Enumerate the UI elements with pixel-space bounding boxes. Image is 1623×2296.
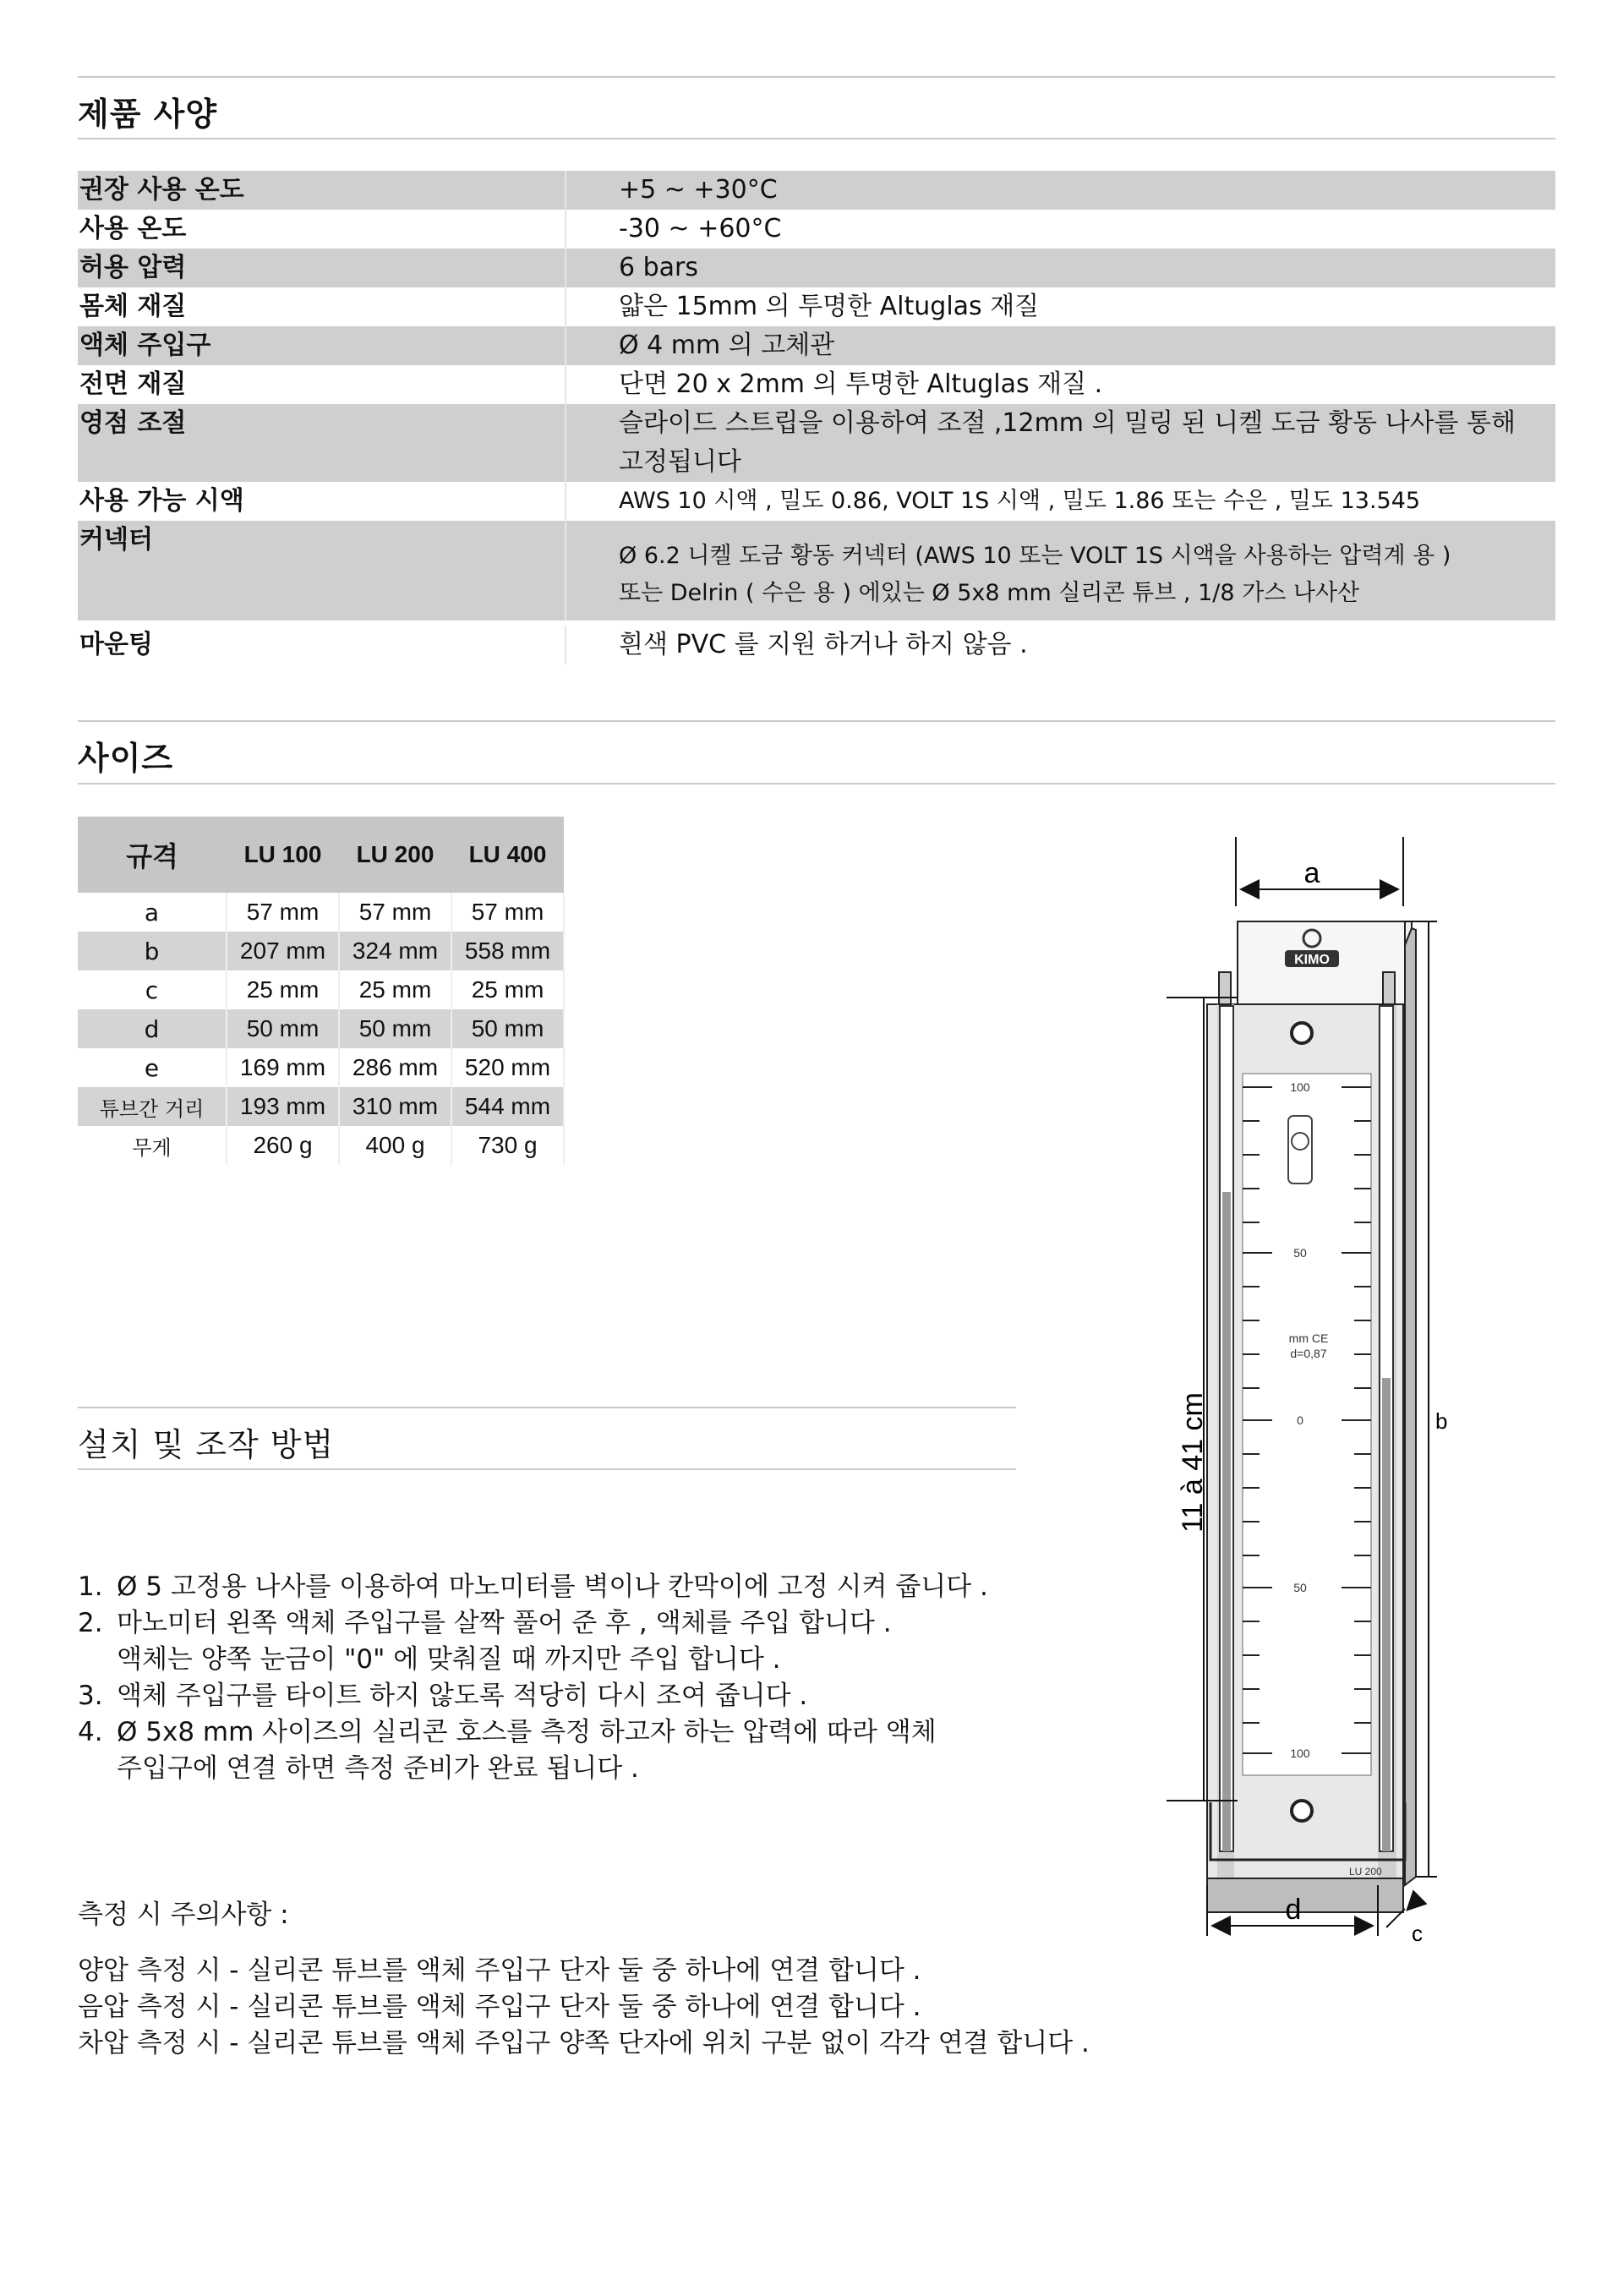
dim-d-label: d: [1285, 1894, 1302, 1926]
step-number: 1.: [78, 1572, 103, 1602]
table-row: [78, 1087, 564, 1126]
table-row: [78, 932, 564, 970]
install-top-rule: [78, 1407, 1016, 1408]
caution-line: 양압 측정 시 - 실리콘 튜브를 액체 주입구 단자 둘 중 하나에 연결 합니다 .: [78, 1955, 921, 1986]
scale-label: 100: [1290, 1080, 1310, 1094]
table-cell: 25 mm: [451, 970, 564, 1009]
table-cell: a: [78, 893, 227, 932]
spec-row: [78, 249, 1555, 287]
spec-row: [78, 365, 1555, 404]
step-number: 3.: [78, 1681, 103, 1711]
table-cell: 57 mm: [339, 893, 451, 932]
table-cell: 260 g: [227, 1126, 339, 1165]
table-cell: 169 mm: [227, 1048, 339, 1087]
table-row: [78, 970, 564, 1009]
table-cell: 286 mm: [339, 1048, 451, 1087]
table-row: [78, 893, 564, 932]
size-header-cell: LU 400: [451, 817, 564, 893]
table-cell: b: [78, 932, 227, 970]
spec-value: -30 ~ +60°C: [619, 214, 782, 243]
brand-logo-text: KIMO: [1294, 953, 1330, 967]
caution-list: [78, 1953, 1090, 2062]
step-line: 주입구에 연결 하면 측정 준비가 완료 됩니다 .: [117, 1753, 639, 1784]
dim-c-label: c: [1412, 1921, 1423, 1946]
table-cell: 193 mm: [227, 1087, 339, 1126]
list-item: [78, 1714, 988, 1787]
scale-label: 0: [1297, 1413, 1303, 1427]
spec-value: 얇은 15mm 의 투명한 Altuglas 재질: [619, 292, 1040, 321]
spec-row: [78, 404, 1555, 482]
spec-value: Ø 4 mm 의 고체관: [619, 331, 835, 360]
table-cell: 25 mm: [227, 970, 339, 1009]
spec-title: 제품 사양: [78, 96, 218, 133]
size-header-row: [78, 817, 564, 893]
scale-label: 50: [1293, 1581, 1307, 1594]
table-cell: 25 mm: [339, 970, 451, 1009]
step-line: Ø 5 고정용 나사를 이용하여 마노미터를 벽이나 칸막이에 고정 시켜 줍니다 .: [117, 1572, 988, 1602]
list-item: [78, 1569, 988, 1605]
top-rule: [78, 76, 1555, 78]
spec-value: 단면 20 x 2mm 의 투명한 Altuglas 재질 .: [619, 369, 1103, 399]
spec-row: [78, 287, 1555, 326]
size-title-rule: [78, 783, 1555, 784]
table-cell: d: [78, 1009, 227, 1048]
spec-row: [78, 482, 1555, 521]
list-item: [78, 1605, 988, 1678]
dim-b-label: b: [1435, 1408, 1448, 1434]
spec-value: AWS 10 시액 , 밀도 0.86, VOLT 1S 시액 , 밀도 1.86 또는 수은 , 밀도 13.545: [619, 488, 1421, 514]
spec-label: 사용 온도: [78, 210, 566, 249]
spec-label: 액체 주입구: [78, 326, 566, 365]
spec-row: [78, 626, 1555, 664]
install-steps: [78, 1569, 988, 1787]
scale-label: 100: [1290, 1747, 1310, 1760]
size-title: 사이즈: [78, 740, 174, 777]
spec-row: [78, 171, 1555, 210]
size-table: [78, 817, 565, 1165]
spec-label: 영점 조절: [78, 404, 566, 482]
step-line: 마노미터 왼쪽 액체 주입구를 살짝 풀어 준 후 , 액체를 주입 합니다 .: [117, 1608, 892, 1638]
height-label: 11 à 41 cm: [1177, 1392, 1209, 1533]
unit-label: mm CE: [1288, 1331, 1329, 1345]
size-header-cell: LU 100: [227, 817, 339, 893]
step-line: Ø 5x8 mm 사이즈의 실리콘 호스를 측정 하고자 하는 압력에 따라 액체: [117, 1717, 937, 1747]
table-cell: 324 mm: [339, 932, 451, 970]
table-cell: e: [78, 1048, 227, 1087]
size-top-rule: [78, 720, 1555, 722]
caution-line: 음압 측정 시 - 실리콘 튜브를 액체 주입구 단자 둘 중 하나에 연결 합니다 .: [78, 1992, 921, 2022]
spec-value: [566, 521, 1555, 620]
step-number: 2.: [78, 1608, 103, 1638]
manometer-diagram: [1133, 837, 1488, 1953]
table-cell: 50 mm: [339, 1009, 451, 1048]
spec-value-line: 또는 Delrin ( 수은 용 ) 에있는 Ø 5x8 mm 실리콘 튜브 , 1/8 가스 나사산: [619, 580, 1360, 606]
spec-label: 몸체 재질: [78, 287, 566, 326]
table-row: [78, 1048, 564, 1087]
table-cell: 50 mm: [227, 1009, 339, 1048]
scale-label: 50: [1293, 1246, 1307, 1260]
spec-table: [78, 171, 1555, 664]
table-row: [78, 1126, 564, 1165]
spec-value: 슬라이드 스트립을 이용하여 조절 ,12mm 의 밀링 된 니켈 도금 황동 나사를 통해 고정됩니다: [619, 408, 1516, 477]
spec-label: 마운팅: [78, 626, 566, 664]
table-cell: 730 g: [451, 1126, 564, 1165]
install-title: 설치 및 조작 방법: [78, 1426, 335, 1463]
spec-label: 권장 사용 온도: [78, 171, 566, 210]
table-cell: 207 mm: [227, 932, 339, 970]
dim-a-label: a: [1303, 857, 1320, 889]
size-header-cell: LU 200: [339, 817, 451, 893]
table-cell: 튜브간 거리: [78, 1087, 227, 1126]
caution-title: 측정 시 주의사항 :: [78, 1900, 289, 1930]
table-cell: 310 mm: [339, 1087, 451, 1126]
table-cell: 무게: [78, 1126, 227, 1165]
spec-row: [78, 326, 1555, 365]
spec-value: 6 bars: [619, 253, 699, 282]
spec-label: 사용 가능 시액: [78, 482, 566, 521]
table-cell: 50 mm: [451, 1009, 564, 1048]
unit-label: d=0,87: [1290, 1347, 1327, 1360]
table-cell: 57 mm: [227, 893, 339, 932]
table-row: [78, 1009, 564, 1048]
install-title-rule: [78, 1468, 1016, 1470]
spec-row: [78, 210, 1555, 249]
model-label: LU 200: [1349, 1866, 1382, 1878]
spec-label: 전면 재질: [78, 365, 566, 404]
spec-value: +5 ~ +30°C: [619, 175, 778, 205]
spec-value-line: Ø 6.2 니켈 도금 황동 커넥터 (AWS 10 또는 VOLT 1S 시액을 사용하는 압력계 용 ): [619, 543, 1451, 569]
table-cell: 520 mm: [451, 1048, 564, 1087]
step-line: 액체는 양쪽 눈금이 "0" 에 맞춰질 때 까지만 주입 합니다 .: [117, 1644, 781, 1675]
caution-line: 차압 측정 시 - 실리콘 튜브를 액체 주입구 양쪽 단자에 위치 구분 없이 각각 연결 합니다 .: [78, 2028, 1090, 2058]
spec-row: [78, 521, 1555, 620]
step-number: 4.: [78, 1717, 103, 1747]
table-cell: 57 mm: [451, 893, 564, 932]
step-line: 액체 주입구를 타이트 하지 않도록 적당히 다시 조여 줍니다 .: [117, 1681, 808, 1711]
table-cell: c: [78, 970, 227, 1009]
spec-label: 커넥터: [78, 521, 566, 620]
size-header-cell: 규격: [78, 817, 227, 893]
spec-value: 흰색 PVC 를 지원 하거나 하지 않음 .: [619, 630, 1028, 659]
table-cell: 544 mm: [451, 1087, 564, 1126]
table-cell: 400 g: [339, 1126, 451, 1165]
table-cell: 558 mm: [451, 932, 564, 970]
list-item: [78, 1678, 988, 1714]
spec-label: 허용 압력: [78, 249, 566, 287]
spec-title-rule: [78, 138, 1555, 139]
